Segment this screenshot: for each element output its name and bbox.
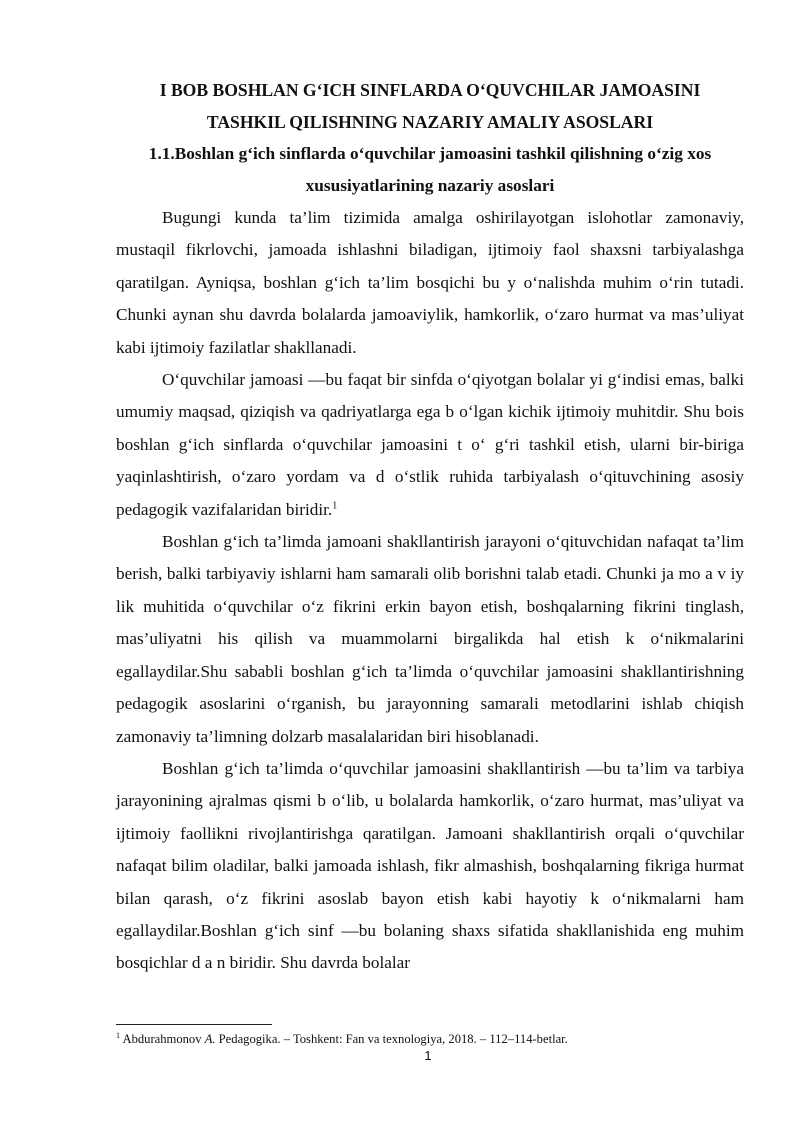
footnote-author: Abdurahmonov	[122, 1032, 202, 1046]
footnote-reference[interactable]: 1	[332, 499, 338, 511]
footnote-marker: 1	[116, 1030, 120, 1040]
page-content	[116, 74, 744, 980]
page-number: 1	[424, 1048, 432, 1063]
section-title-line-1: 1.1.Boshlan g‘ich sinflarda o‘quvchilar jamoasini tashkil qilishning o‘zig xos	[148, 144, 712, 163]
chapter-title-line-2: TASHKIL QILISHNING NAZARIY AMALIY ASOSLARI	[206, 112, 654, 132]
section-title	[116, 138, 744, 202]
chapter-title	[116, 74, 744, 138]
footnote-initial: A.	[204, 1032, 216, 1046]
body-paragraph-3: Boshlan g‘ich ta’limda jamoani shakllantirish jarayoni o‘qituvchidan nafaqat ta’lim berish, balki tarbiyaviy ishlarni ham samarali olib borishni talab etadi. Chunki ja mo a v iy lik muhitida o‘quvchilar o‘z fikrini erkin bayon etish, boshqalarning fikrini tinglash, mas’uliyatni his qilish va muammolarni birgalikda hal etish k o‘nikmalarini egallaydilar.Shu sababli boshlan g‘ich ta’limda o‘quvchilar jamoasini shakllantirishning pedagogik asoslarini o‘rganish, bu jarayonning samarali metodlarini ishlab chiqish zamonaviy ta’limning dolzarb masalalaridan biri hisoblanadi.	[116, 532, 744, 746]
body-paragraph-2	[116, 364, 744, 526]
body-paragraph-1: Bugungi kunda ta’lim tizimida amalga oshirilayotgan islohotlar zamonaviy, mustaqil fikrlovchi, jamoada ishlashni biladigan, ijtimoiy faol shaxsni tarbiyalashga qaratilgan. Ayniqsa, boshlan g‘ich ta’lim bosqichi bu y o‘nalishda muhim o‘rin tutadi. Chunki aynan shu davrda bolalarda jamoaviylik, hamkorlik, o‘zaro hurmat va mas’uliyat kabi ijtimoiy fazilatlar shakllanadi.	[116, 208, 744, 357]
body-paragraph-2-text: O‘quvchilar jamoasi —bu faqat bir sinfda o‘qiyotgan bolalar yi g‘indisi emas, balki umumiy maqsad, qiziqish va qadriyatlarga ega b o‘lgan kichik ijtimoiy muhitdir. Shu bois boshlan g‘ich sinflarda o‘quvchilar jamoasini t o‘ g‘ri tashkil etish, ularni bir-biriga yaqinlashtirish, o‘zaro yordam va d o‘stlik ruhida tarbiyalash o‘qituvchining asosiy pedagogik vazifalaridan biridir.	[116, 370, 744, 519]
footnote	[116, 1031, 744, 1047]
chapter-title-line-1: I BOB BOSHLAN G‘ICH SINFLARDA O‘QUVCHILAR JAMOASINI	[159, 80, 701, 100]
footnote-citation: Pedagogika. – Toshkent: Fan va texnologiya, 2018. – 112–114-betlar.	[215, 1032, 568, 1046]
footnote-separator	[116, 1024, 272, 1025]
section-title-line-2: xususiyatlarining nazariy asoslari	[305, 176, 555, 195]
body-paragraph-4: Boshlan g‘ich ta’limda o‘quvchilar jamoasini shakllantirish —bu ta’lim va tarbiya jarayonining ajralmas qismi b o‘lib, u bolalarda hamkorlik, o‘zaro hurmat, mas’uliyat va ijtimoiy faollikni rivojlantirishga qaratilgan. Jamoani shakllantirish orqali o‘quvchilar nafaqat bilim oladilar, balki jamoada ishlash, fikr almashish, boshqalarning fikriga hurmat bilan qarash, o‘z fikrini asoslab bayon etish kabi hayotiy k o‘nikmalarni ham egallaydilar.Boshlan g‘ich sinf —bu bolaning shaxs sifatida shakllanishida eng muhim bosqichlar d a n biridir. Shu davrda bolalar	[116, 758, 744, 973]
